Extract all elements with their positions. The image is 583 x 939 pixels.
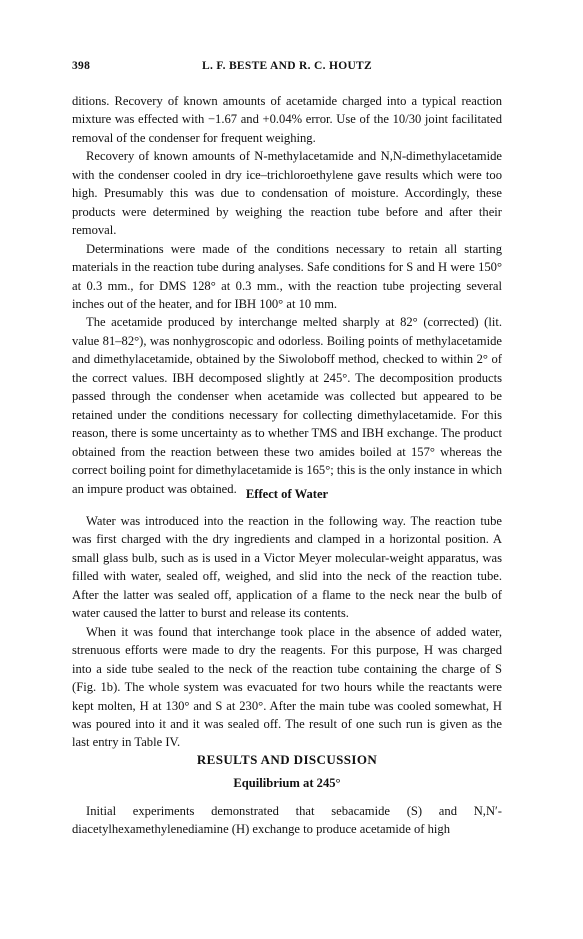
paragraph-acetamide-properties: The acetamide produced by interchange melted sharply at 82° (corrected) (lit. value 81–82°), was nonhygroscopic and odorless. Boiling points of methylacetamide and dimethylacetamide, obtained by the Siwoloboff method, checked to within 2° of the correct values. IBH decomposed slightly at 245°. The decomposition products passed through the condenser when acetamide was collected but appeared to be retained under the conditions necessary for collecting dimethylacetamide. For this reason, there is some uncertainty as to whether TMS and IBH exchange. The product obtained from the reaction between these two amides boiled at 157° whereas the correct boiling point for dimethylacetamide is 165°; this is the only instance in which an impure product was obtained. xyxy=(72,315,502,496)
paragraph-continuation: ditions. Recovery of known amounts of acetamide charged into a typical reaction mixture was effected with −1.67 and +0.04% error. Use of the 10/30 joint facilitated removal of the condenser for frequent weighing. xyxy=(72,94,502,145)
section-heading-effect-of-water: Effect of Water xyxy=(245,487,329,501)
body-text-water xyxy=(72,512,502,752)
body-text-results xyxy=(72,802,502,839)
paragraph-retention-conditions: Determinations were made of the conditions necessary to retain all starting materials in the reaction tube during analyses. Safe conditions for S and H were 150° at 0.3 mm., for DMS 128° at 0.3 mm., with the reaction tube projecting several inches out of the heater, and for IBH 100° at 10 mm. xyxy=(72,241,502,311)
paragraph-methylacetamide-recovery: Recovery of known amounts of N-methylacetamide and N,N-dimethylacetamide with the condenser cooled in dry ice–trichloroethylene gave results which were too high. Presumably this was due to condensation of moisture. Accordingly, these products were determined by weighing the reaction tube before and after their removal. xyxy=(72,149,502,238)
body-text-top xyxy=(72,92,502,498)
paragraph-drying-reagents: When it was found that interchange took place in the absence of added water, strenuous efforts were made to dry the reagents. For this purpose, H was charged into a side tube sealed to the neck of the reaction tube containing the charge of S (Fig. 1b). The whole system was evacuated for two hours while the reactants were kept molten, H at 130° and S at 230°. After the main tube was cooled somewhat, H was poured into it and it was sealed off. The result of one such run is given as the last entry in Table IV. xyxy=(72,624,502,750)
section-heading-results: RESULTS AND DISCUSSION xyxy=(196,752,378,767)
running-head-authors: L. F. BESTE AND R. C. HOUTZ xyxy=(202,60,372,72)
running-head xyxy=(72,60,502,78)
paragraph-initial-experiments: Initial experiments demonstrated that sebacamide (S) and N,N′-diacetylhexamethylenediamine (H) exchange to produce acetamide of high xyxy=(72,804,502,837)
page-number: 398 xyxy=(72,60,91,72)
paragraph-water-introduction: Water was introduced into the reaction in the following way. The reaction tube was first charged with the dry ingredients and clamped in a horizontal position. A small glass bulb, such as is used in a Victor Meyer molecular-weight apparatus, was filled with water, sealed off, weighed, and slid into the neck of the reaction tube. After the latter was sealed off, application of a flame to the neck near the bulb of water caused the latter to burst and release its contents. xyxy=(72,514,502,621)
subheading-equilibrium: Equilibrium at 245° xyxy=(233,776,341,790)
